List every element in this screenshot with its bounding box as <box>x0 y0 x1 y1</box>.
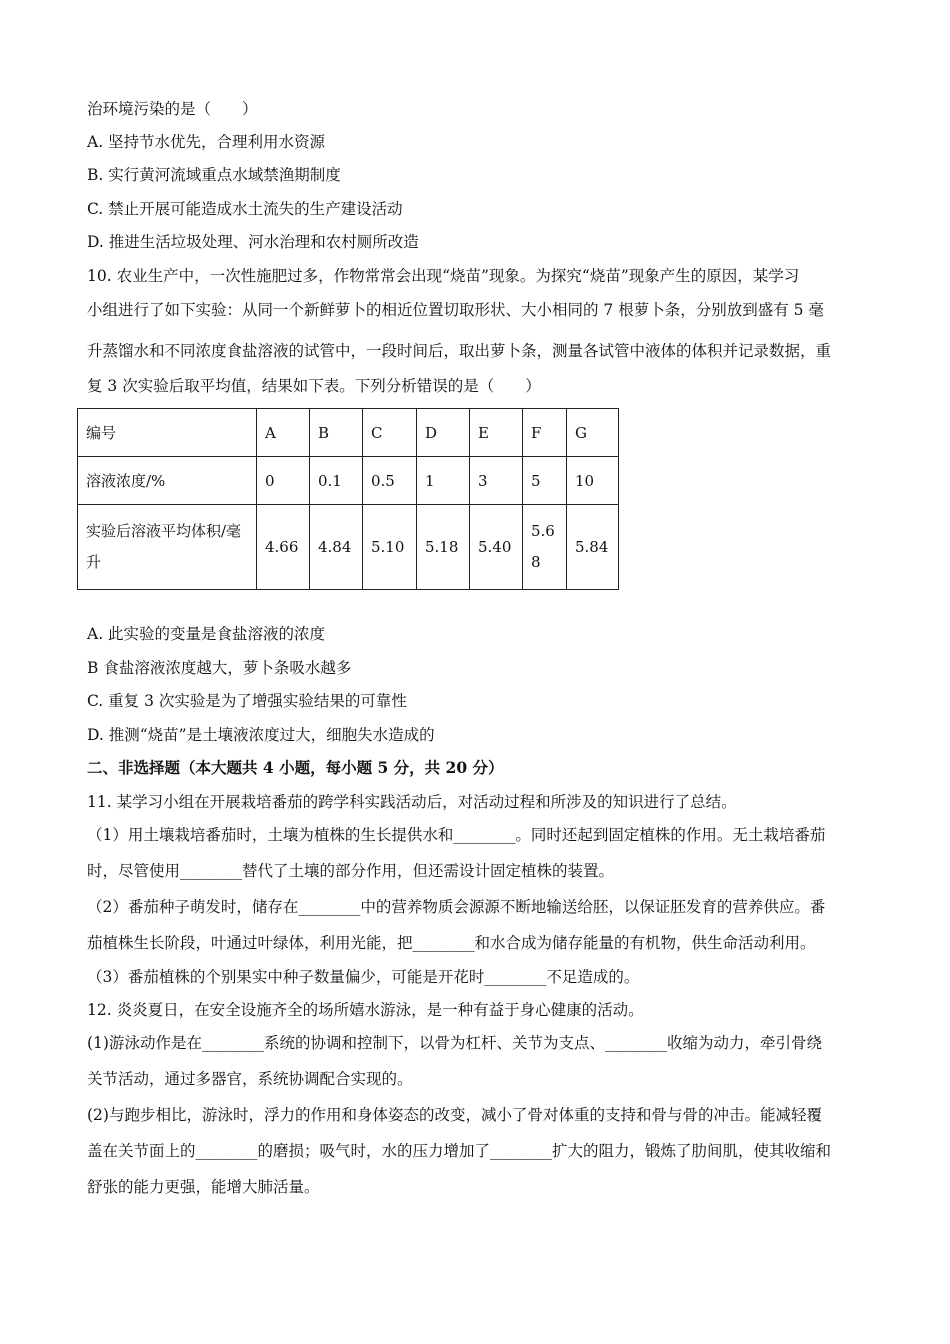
q10-option-b: B 食盐溶液浓度越大，萝卜条吸水越多 <box>87 659 352 677</box>
q10-option-d: D. 推测“烧苗”是土壤液浓度过大，细胞失水造成的 <box>87 726 435 744</box>
q11-part1-line-1: （1）用土壤栽培番茄时，土壤为植株的生长提供水和________。同时还起到固定植株的作用。无土栽培番茄 <box>87 826 826 844</box>
q12-part1-line-1: (1)游泳动作是在________系统的协调和控制下，以骨为杠杆、关节为支点、________收缩为动力，牵引骨绕 <box>87 1034 822 1052</box>
q9-option-c: C. 禁止开展可能造成水土流失的生产建设活动 <box>87 200 403 218</box>
q12-part2-line-1: (2)与跑步相比，游泳时，浮力的作用和身体姿态的改变，减小了骨对体重的支持和骨与骨的冲击。能减轻覆 <box>87 1106 822 1124</box>
q11-part2-line-1: （2）番茄种子萌发时，储存在________中的营养物质会源源不断地输送给胚，以保证胚发育的营养供应。番 <box>87 898 826 916</box>
table-cell: 实验后溶液平均体积/毫升 <box>78 505 257 590</box>
table-cell: 5.68 <box>523 505 567 590</box>
q9-option-a: A. 坚持节水优先，合理利用水资源 <box>87 133 326 151</box>
table-cell: 10 <box>567 457 619 505</box>
table-cell: 0.1 <box>310 457 363 505</box>
table-cell: 5.40 <box>470 505 523 590</box>
table-cell: 4.66 <box>257 505 310 590</box>
q11-stem: 11. 某学习小组在开展栽培番茄的跨学科实践活动后，对活动过程和所涉及的知识进行了总结。 <box>87 793 737 811</box>
table-cell: 编号 <box>78 409 257 457</box>
q10-option-c: C. 重复 3 次实验是为了增强实验结果的可靠性 <box>87 692 407 710</box>
table-cell: C <box>363 409 417 457</box>
table-cell: 5.10 <box>363 505 417 590</box>
table-row <box>78 457 619 505</box>
table-cell: F <box>523 409 567 457</box>
table-cell: 0.5 <box>363 457 417 505</box>
table-cell: 4.84 <box>310 505 363 590</box>
experiment-table <box>77 408 619 590</box>
q12-part1-line-2: 关节活动，通过多器官，系统协调配合实现的。 <box>87 1070 413 1088</box>
q10-option-a: A. 此实验的变量是食盐溶液的浓度 <box>87 625 326 643</box>
table-cell: 5.18 <box>417 505 470 590</box>
table-cell: G <box>567 409 619 457</box>
table-row <box>78 505 619 590</box>
q9-option-b: B. 实行黄河流域重点水域禁渔期制度 <box>87 166 341 184</box>
table-cell: 3 <box>470 457 523 505</box>
table-row <box>78 409 619 457</box>
table-cell: 0 <box>257 457 310 505</box>
q10-stem-line-1: 10. 农业生产中，一次性施肥过多，作物常常会出现“烧苗”现象。为探究“烧苗”现象产生的原因，某学习 <box>87 267 800 285</box>
q10-stem-line-2: 小组进行了如下实验：从同一个新鲜萝卜的相近位置切取形状、大小相同的 7 根萝卜条，分别放到盛有 5 毫 <box>87 301 824 319</box>
table-cell: A <box>257 409 310 457</box>
q11-part3: （3）番茄植株的个别果实中种子数量偏少，可能是开花时________不足造成的。 <box>87 968 640 986</box>
q9-option-d: D. 推进生活垃圾处理、河水治理和农村厕所改造 <box>87 233 419 251</box>
q11-part2-line-2: 茄植株生长阶段，叶通过叶绿体，利用光能，把________和水合成为储存能量的有机物，供生命活动利用。 <box>87 934 816 952</box>
table-cell: 溶液浓度/% <box>78 457 257 505</box>
table-cell: 5.84 <box>567 505 619 590</box>
table-cell: D <box>417 409 470 457</box>
q12-part2-line-3: 舒张的能力更强，能增大肺活量。 <box>87 1178 320 1196</box>
table-cell: 5 <box>523 457 567 505</box>
q10-stem-line-4: 复 3 次实验后取平均值，结果如下表。下列分析错误的是（ ） <box>87 377 541 395</box>
question-9-stem-end: 治环境污染的是（ ） <box>87 100 258 118</box>
table-cell: 1 <box>417 457 470 505</box>
q12-stem: 12. 炎炎夏日，在安全设施齐全的场所嬉水游泳，是一种有益于身心健康的活动。 <box>87 1001 644 1019</box>
q10-stem-line-3: 升蒸馏水和不同浓度食盐溶液的试管中，一段时间后，取出萝卜条，测量各试管中液体的体积并记录数据，重 <box>87 342 832 360</box>
q12-part2-line-2: 盖在关节面上的________的磨损；吸气时，水的压力增加了________扩大的阻力，锻炼了肋间肌，使其收缩和 <box>87 1142 832 1160</box>
table-cell: B <box>310 409 363 457</box>
table-cell: E <box>470 409 523 457</box>
section-heading: 二、非选择题（本大题共 4 小题，每小题 5 分，共 20 分） <box>87 758 504 777</box>
q11-part1-line-2: 时，尽管使用________替代了土壤的部分作用，但还需设计固定植株的装置。 <box>87 862 615 880</box>
